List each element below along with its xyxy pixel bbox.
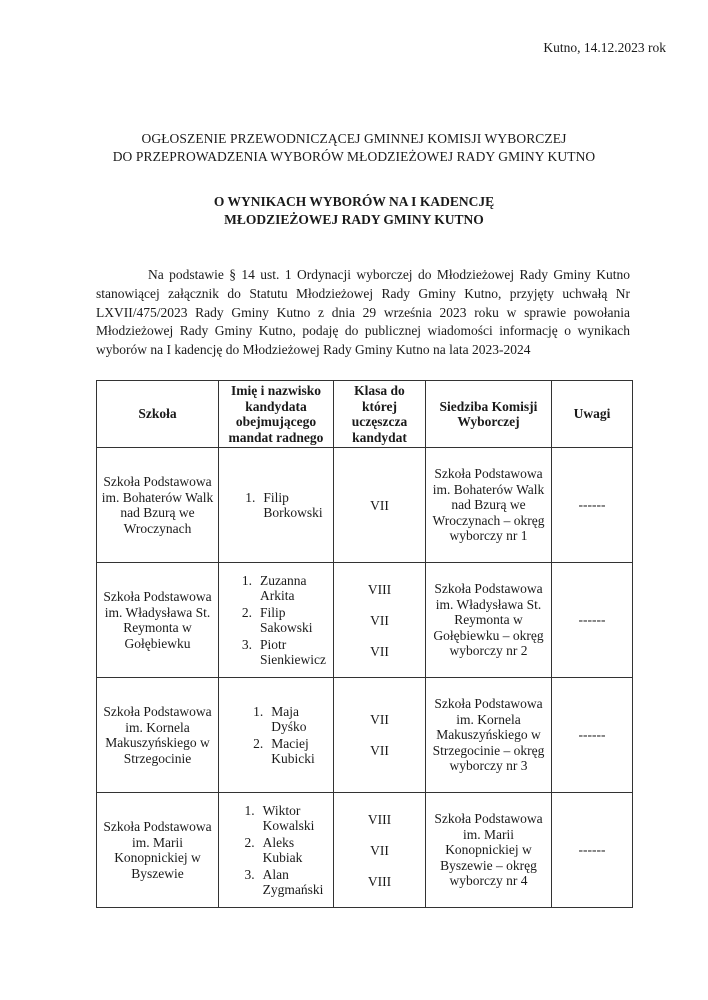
cell-notes: ------ bbox=[552, 793, 633, 908]
candidate-last-name: Borkowski bbox=[263, 505, 323, 520]
cell-candidates bbox=[219, 678, 334, 793]
cell-commission: Szkoła Podstawowa im. Kornela Makuszyńskiego w Strzegocinie – okręg wyborczy nr 3 bbox=[426, 678, 552, 793]
candidate-first-name: Piotr bbox=[260, 636, 287, 652]
candidate-item bbox=[237, 736, 315, 767]
candidate-number: 2. bbox=[244, 834, 255, 850]
candidate-name bbox=[260, 605, 313, 636]
candidate-item bbox=[229, 867, 324, 898]
announcement-heading-line: OGŁOSZENIE PRZEWODNICZĄCEJ GMINNEJ KOMISJI WYBORCZEJ bbox=[141, 131, 567, 146]
intro-paragraph bbox=[96, 266, 630, 360]
candidate-name bbox=[263, 803, 315, 834]
table-row bbox=[97, 793, 633, 908]
candidate-number: 2. bbox=[253, 735, 264, 751]
candidate-class: VIII bbox=[367, 581, 392, 597]
candidate-list bbox=[229, 802, 324, 899]
candidate-number: 1. bbox=[245, 489, 256, 505]
candidate-last-name: Zygmański bbox=[262, 882, 324, 897]
candidate-number: 3. bbox=[241, 636, 252, 652]
header-notes: Uwagi bbox=[552, 381, 633, 448]
candidate-item bbox=[229, 490, 322, 521]
candidate-class: VII bbox=[370, 712, 389, 727]
cell-class bbox=[334, 448, 426, 563]
candidate-last-name: Sienkiewicz bbox=[260, 652, 326, 667]
candidate-last-name: Dyśko bbox=[271, 719, 307, 734]
cell-class bbox=[334, 678, 426, 793]
candidate-last-name: Sakowski bbox=[260, 620, 313, 635]
candidate-number: 3. bbox=[244, 866, 255, 882]
results-table bbox=[96, 380, 633, 908]
cell-candidates bbox=[219, 793, 334, 908]
document-date: Kutno, 14.12.2023 rok bbox=[543, 40, 666, 55]
cell-commission: Szkoła Podstawowa im. Marii Konopnickiej w Byszewie – okręg wyborczy nr 4 bbox=[426, 793, 552, 908]
intro-paragraph-text: Na podstawie § 14 ust. 1 Ordynacji wyborczej do Młodzieżowej Rady Gminy Kutno stanowiącej załącznik do Statutu Młodzieżowej Rady Gminy Kutno, przyjęty uchwałą Nr LXVII/475/2023 Rady Gminy Kutno z dnia 29 września 2023 roku w sprawie powołania Młodzieżowej Rady Gminy Kutno, podaję do publicznej wiadomości informację o wynikach wyborów na I kadencję do Młodzieżowej Rady Gminy Kutno na lata 2023-2024 bbox=[96, 267, 630, 358]
candidate-name bbox=[271, 736, 315, 767]
candidate-item bbox=[226, 605, 326, 636]
cell-school: Szkoła Podstawowa im. Bohaterów Walk nad Bzurą we Wroczynach bbox=[97, 448, 219, 563]
cell-candidates bbox=[219, 563, 334, 678]
candidate-first-name: Zuzanna bbox=[260, 572, 307, 588]
candidate-class: VII bbox=[370, 612, 389, 628]
candidate-first-name: Filip bbox=[260, 604, 286, 620]
candidate-list bbox=[237, 703, 315, 768]
announcement-heading-line: DO PRZEPROWADZENIA WYBORÓW MŁODZIEŻOWEJ RADY GMINY KUTNO bbox=[112, 149, 596, 164]
document-title-line: O WYNIKACH WYBORÓW NA I KADENCJĘ bbox=[213, 194, 495, 209]
candidate-number: 1. bbox=[241, 572, 252, 588]
cell-school: Szkoła Podstawowa im. Marii Konopnickiej w Byszewie bbox=[97, 793, 219, 908]
cell-class bbox=[334, 563, 426, 678]
cell-notes: ------ bbox=[552, 563, 633, 678]
cell-school: Szkoła Podstawowa im. Kornela Makuszyńskiego w Strzegocinie bbox=[97, 678, 219, 793]
candidate-name bbox=[260, 573, 306, 604]
candidate-name bbox=[263, 867, 324, 898]
candidate-class: VIII bbox=[367, 811, 392, 827]
table-row bbox=[97, 448, 633, 563]
candidate-name bbox=[271, 704, 306, 735]
candidate-last-name: Arkita bbox=[260, 588, 295, 603]
cell-commission: Szkoła Podstawowa im. Bohaterów Walk nad Bzurą we Wroczynach – okręg wyborczy nr 1 bbox=[426, 448, 552, 563]
candidate-first-name: Alan bbox=[262, 866, 289, 882]
candidate-first-name: Aleks bbox=[262, 834, 295, 850]
candidate-last-name: Kubiak bbox=[262, 850, 303, 865]
candidate-name bbox=[263, 835, 303, 866]
header-commission: Siedziba Komisji Wyborczej bbox=[426, 381, 552, 448]
candidate-first-name: Filip bbox=[263, 489, 289, 505]
candidate-class: VII bbox=[370, 842, 389, 858]
candidate-class: VII bbox=[370, 497, 389, 513]
announcement-heading bbox=[0, 130, 708, 166]
header-candidate: Imię i nazwisko kandydata obejmującego mandat radnego bbox=[219, 381, 334, 448]
candidate-class: VII bbox=[370, 643, 389, 659]
candidate-class: VIII bbox=[367, 873, 392, 889]
document-title-line: MŁODZIEŻOWEJ RADY GMINY KUTNO bbox=[224, 212, 484, 227]
candidate-last-name: Kubicki bbox=[271, 751, 315, 766]
candidate-name bbox=[260, 637, 326, 668]
table-header-row bbox=[97, 381, 633, 448]
cell-notes: ------ bbox=[552, 448, 633, 563]
candidate-first-name: Wiktor bbox=[262, 802, 301, 818]
cell-class bbox=[334, 793, 426, 908]
header-school: Szkoła bbox=[97, 381, 219, 448]
candidate-item bbox=[237, 704, 315, 735]
candidate-item bbox=[229, 803, 324, 834]
candidate-name bbox=[263, 490, 322, 521]
candidate-number: 1. bbox=[253, 703, 264, 719]
header-class: Klasa do której uczęszcza kandydat bbox=[334, 381, 426, 448]
cell-candidates bbox=[219, 448, 334, 563]
document-title bbox=[0, 193, 708, 229]
candidate-first-name: Maja bbox=[271, 703, 299, 719]
table-row bbox=[97, 678, 633, 793]
candidate-list bbox=[229, 489, 322, 522]
candidate-item bbox=[226, 637, 326, 668]
candidate-first-name: Maciej bbox=[271, 735, 309, 751]
candidate-item bbox=[229, 835, 324, 866]
cell-notes: ------ bbox=[552, 678, 633, 793]
candidate-class: VII bbox=[370, 743, 389, 758]
cell-commission: Szkoła Podstawowa im. Władysława St. Reymonta w Gołębiewku – okręg wyborczy nr 2 bbox=[426, 563, 552, 678]
table-row bbox=[97, 563, 633, 678]
candidate-list bbox=[226, 572, 326, 669]
candidate-item bbox=[226, 573, 326, 604]
candidate-number: 2. bbox=[241, 604, 252, 620]
cell-school: Szkoła Podstawowa im. Władysława St. Reymonta w Gołębiewku bbox=[97, 563, 219, 678]
candidate-number: 1. bbox=[244, 802, 255, 818]
candidate-last-name: Kowalski bbox=[262, 818, 315, 833]
table-body bbox=[97, 448, 633, 908]
